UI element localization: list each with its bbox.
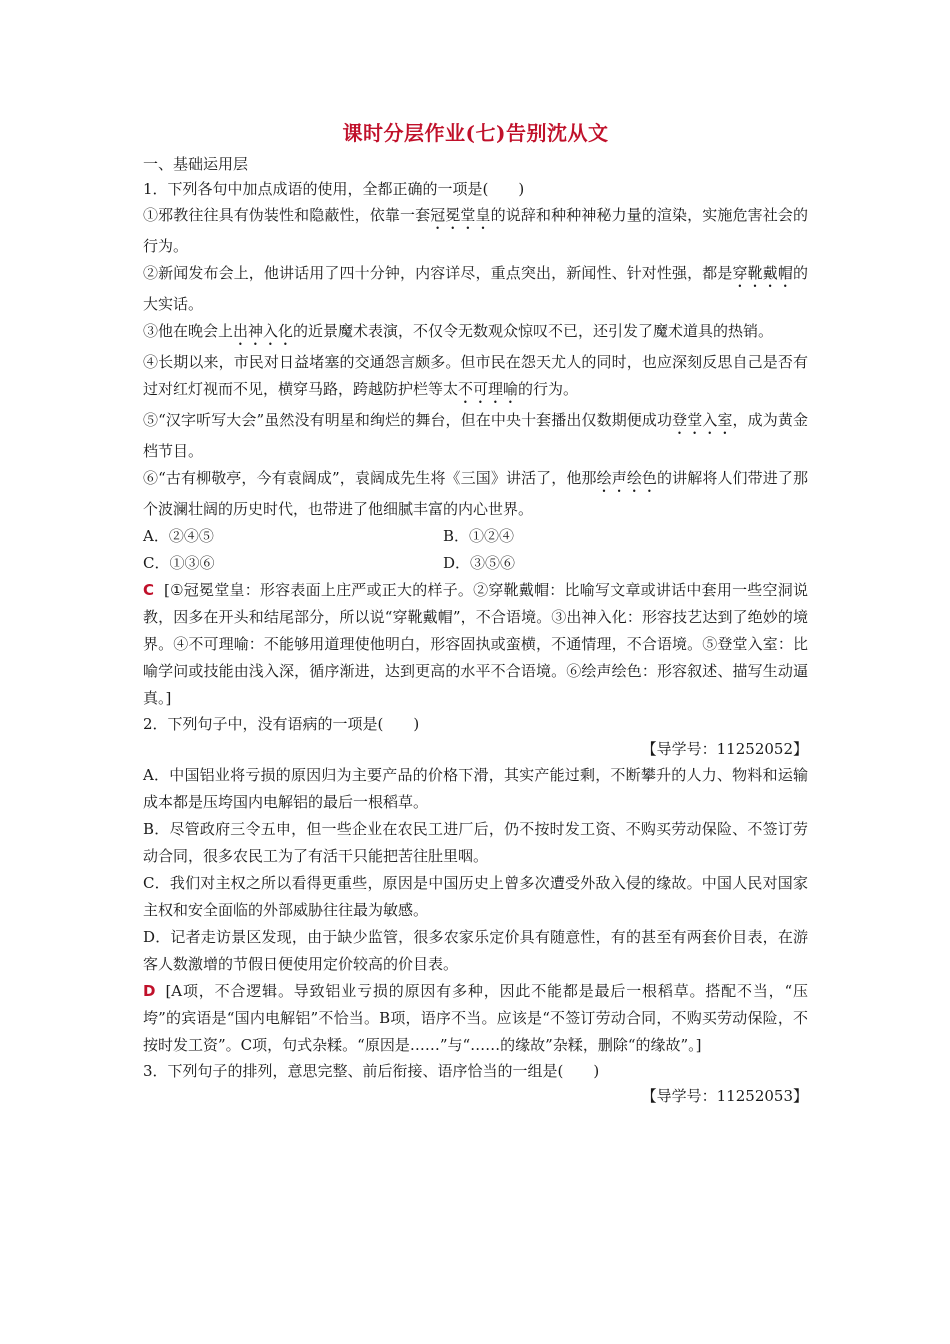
q1-answer-explanation: C [①冠冕堂皇：形容表面上庄严或正大的样子。②穿靴戴帽：比喻写文章或讲话中套用一些空洞说教，因多在开头和结尾部分，所以说“穿靴戴帽”，不合语境。③出神入化：形容技艺达到了绝妙的境界。④不可理喻：不能够用道理使他明白，形容固执或蛮横，不通情理，不合语境。⑤登堂入室：比喻学问或技能由浅入深，循序渐进，达到更高的水平不合语境。⑥绘声绘色：形容叙述、描写生动逼真。] <box>143 581 808 707</box>
option-c: C．①③⑥ <box>143 554 215 572</box>
q1-options-row-2 <box>143 550 808 577</box>
q1-stem: 1．下列各句中加点成语的使用，全都正确的一项是( ) <box>143 180 525 198</box>
q1-sentence-4: ④长期以来，市民对日益堵塞的交通怨言颇多。但市民在怨天尤人的同时，也应深刻反思自己是否有过对红灯视而不见，横穿马路，跨越防护栏等太不可理喻的行为。 <box>143 353 808 398</box>
option-b: B．①②④ <box>443 527 515 545</box>
q1-sentence-5: ⑤“汉字听写大会”虽然没有明星和绚烂的舞台，但在中央十套播出仅数期便成功登堂入室，成为黄金档节目。 <box>143 411 808 460</box>
dotted-idiom: 登堂入室 <box>672 411 733 429</box>
dotted-idiom: 不可理喻 <box>458 380 519 398</box>
answer-letter: C <box>143 581 155 599</box>
q1-sentence-2: ②新闻发布会上，他讲话用了四十分钟，内容详尽，重点突出，新闻性、针对性强，都是穿靴戴帽的大实话。 <box>143 264 808 313</box>
document-page <box>143 118 808 1109</box>
q3-stem: 3．下列句子的排列，意思完整、前后衔接、语序恰当的一组是( ) <box>143 1062 600 1080</box>
q2-answer-explanation: D [A项，不合逻辑。导致铝业亏损的原因有多种，因此不能都是最后一根稻草。搭配不当，“压垮”的宾语是“国内电解铝”不恰当。B项，语序不当。应该是“不签订劳动合同，不购买劳动保险，不按时发工资”。C项，句式杂糅。“原因是……”与“……的缘故”杂糅，删除“的缘故”。] <box>143 982 808 1054</box>
q1-sentence-6: ⑥“古有柳敬亭，今有袁阔成”，袁阔成先生将《三国》讲活了，他那绘声绘色的讲解将人们带进了那个波澜壮阔的历史时代，也带进了他细腻丰富的内心世界。 <box>143 469 808 518</box>
q1-sentence-3: ③他在晚会上出神入化的近景魔术表演，不仅令无数观众惊叹不已，还引发了魔术道具的热销。 <box>143 322 774 340</box>
dotted-idiom: 穿靴戴帽 <box>732 264 793 282</box>
page-title: 课时分层作业(七)告别沈从文 <box>342 121 609 145</box>
dotted-idiom: 绘声绘色 <box>596 469 658 487</box>
option-a: A．②④⑤ <box>143 527 214 545</box>
q2-option-c: C．我们对主权之所以看得更重些，原因是中国历史上曾多次遭受外敌入侵的缘故。中国人民对国家主权和安全面临的外部威胁往往最为敏感。 <box>143 874 808 919</box>
section-heading: 一、基础运用层 <box>143 155 249 173</box>
q2-option-a: A．中国铝业将亏损的原因归为主要产品的价格下滑，其实产能过剩，不断攀升的人力、物料和运输成本都是压垮国内电解铝的最后一根稻草。 <box>143 766 808 811</box>
q2-option-b: B．尽管政府三令五申，但一些企业在农民工进厂后，仍不按时发工资、不购买劳动保险、不签订劳动合同，很多农民工为了有活干只能把苦往肚里咽。 <box>143 820 808 865</box>
q2-option-d: D．记者走访景区发现，由于缺少监管，很多农家乐定价具有随意性，有的甚至有两套价目表，在游客人数激增的节假日便使用定价较高的价目表。 <box>143 928 808 973</box>
q2-stem: 2．下列句子中，没有语病的一项是( ) <box>143 715 420 733</box>
q1-sentence-1: ①邪教往往具有伪装性和隐蔽性，依靠一套冠冕堂皇的说辞和种种神秘力量的渲染，实施危害社会的行为。 <box>143 206 808 255</box>
option-d: D．③⑤⑥ <box>443 554 516 572</box>
q2-guide-number: 【导学号：11252052】 <box>641 740 808 758</box>
q3-guide-number: 【导学号：11252053】 <box>641 1087 808 1105</box>
dotted-idiom: 冠冕堂皇 <box>430 206 491 224</box>
dotted-idiom: 出神入化 <box>233 322 294 340</box>
answer-letter: D <box>143 982 156 1000</box>
q1-options-row-1 <box>143 523 808 550</box>
